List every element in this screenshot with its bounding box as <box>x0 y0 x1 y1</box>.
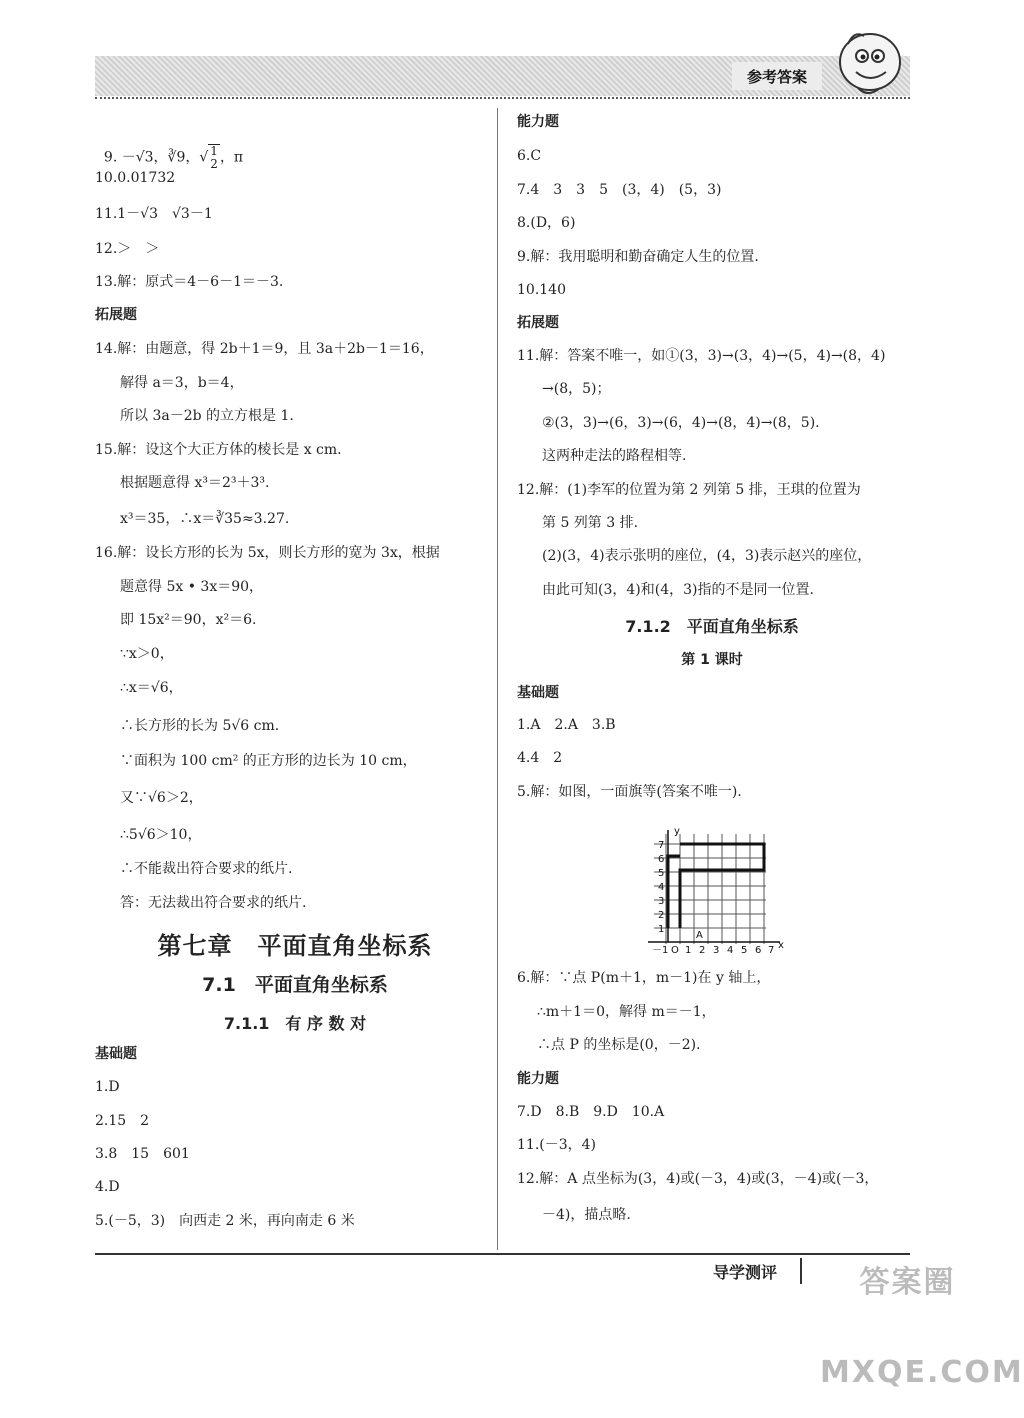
section-tuozhan: 拓展题 <box>95 307 137 323</box>
x-tick-7: 7 <box>768 945 775 956</box>
y-tick-4: 4 <box>658 882 665 893</box>
basic-right-6-line3: ∴点 P 的坐标是(0，－2). <box>537 1037 701 1053</box>
basic-right-5: 5.解：如图，一面旗等(答案不唯一). <box>517 784 742 800</box>
answer-16-line4: ∵x＞0， <box>120 646 174 662</box>
answer-16-line6: ∴长方形的长为 5√6 cm. <box>120 718 280 734</box>
x-tick-2: 2 <box>699 945 706 956</box>
mascot-icon <box>828 22 908 100</box>
basic-answer-5: 5.(－5，3) 向西走 2 米，再向南走 6 米 <box>95 1213 355 1229</box>
ext-answer-12-line2: 第 5 列第 3 排. <box>542 515 639 531</box>
answer-16-line10: ∴不能裁出符合要求的纸片. <box>120 861 293 877</box>
header-divider <box>95 97 910 99</box>
ability-answer-8: 8.(D，6) <box>517 215 576 231</box>
footer-divider <box>95 1253 910 1255</box>
section-tuozhan-right: 拓展题 <box>517 315 559 331</box>
subsection-title-right: 7.1.2 平面直角坐标系 <box>625 617 799 636</box>
answer-16-line8: 又∵√6＞2， <box>120 790 203 806</box>
fraction-top: 1 <box>210 144 218 158</box>
answer-16-line9: ∴5√6＞10， <box>120 827 202 843</box>
answer-13: 13.解：原式＝4－6－1＝－3. <box>95 274 284 290</box>
answer-10: 10.0.01732 <box>95 170 176 186</box>
answer-14: 14.解：由题意，得 2b＋1＝9，且 3a＋2b－1＝16， <box>95 341 434 357</box>
ext-answer-12: 12.解：(1)李军的位置为第 2 列第 5 排，王琪的位置为 <box>517 482 861 498</box>
fraction-bottom: 2 <box>210 157 218 171</box>
answer-12: 12.＞ ＞ <box>95 241 160 257</box>
ext-answer-11: 11.解：答案不唯一，如①(3，3)→(3，4)→(5，4)→(8，4) <box>517 348 886 364</box>
section-nengli: 能力题 <box>517 114 559 130</box>
subsection-title: 7.1.1 有 序 数 对 <box>223 1014 367 1033</box>
ability-answer-10: 10.140 <box>517 282 566 298</box>
basic-answer-1: 1.D <box>95 1079 120 1095</box>
coordinate-grid-figure <box>640 826 786 956</box>
x-tick-1: 1 <box>685 945 692 956</box>
answer-16-line3: 即 15x²＝90，x²＝6. <box>120 612 257 628</box>
x-tick-6: 6 <box>755 945 762 956</box>
section-title: 7.1 平面直角坐标系 <box>202 974 388 996</box>
lesson-label: 第 1 课时 <box>681 652 743 668</box>
answer-16-line7: ∵面积为 100 cm² 的正方形的边长为 10 cm， <box>120 753 417 769</box>
basic-right-1: 1.A 2.A 3.B <box>517 717 616 733</box>
watermark-text: 答案圈 MXQE.COM <box>820 1265 1024 1390</box>
x-tick-neg1: －1 <box>652 945 669 956</box>
basic-answer-4: 4.D <box>95 1179 120 1195</box>
ext-answer-12-line3: (2)(3，4)表示张明的座位，(4，3)表示赵兴的座位， <box>542 548 872 564</box>
origin-label: O <box>671 945 679 956</box>
point-a-label: A <box>696 930 703 941</box>
basic-right-6-line2: ∴m＋1＝0，解得 m＝－1， <box>537 1004 716 1020</box>
y-tick-5: 5 <box>658 868 665 879</box>
footer-title: 导学测评 <box>712 1263 777 1282</box>
answer-14-line3: 所以 3a－2b 的立方根是 1. <box>120 408 294 424</box>
fraction <box>208 144 220 171</box>
basic-right-6: 6.解：∵点 P(m＋1，m－1)在 y 轴上， <box>517 970 771 986</box>
chapter-title: 第七章 平面直角坐标系 <box>157 931 433 960</box>
ext-answer-12-line4: 由此可知(3，4)和(4，3)指的不是同一位置. <box>542 582 814 598</box>
watermark <box>820 1238 1024 1390</box>
y-tick-1: 1 <box>658 924 665 935</box>
x-tick-4: 4 <box>727 945 734 956</box>
answer-9 <box>95 126 243 171</box>
ability-answer-9: 9.解：我用聪明和勤奋确定人生的位置. <box>517 249 759 265</box>
ability-answer-7: 7.4 3 3 5 (3，4) (5，3) <box>517 182 722 198</box>
answer-16-line11: 答：无法裁出符合要求的纸片. <box>120 895 307 911</box>
column-divider <box>497 108 498 1250</box>
header-title: 参考答案 <box>732 62 822 90</box>
ability-right-12: 12.解：A 点坐标为(3，4)或(－3，4)或(3，－4)或(－3， <box>517 1171 879 1187</box>
ext-answer-11-line4: 这两种走法的路程相等. <box>542 448 687 464</box>
basic-right-4: 4.4 2 <box>517 750 563 766</box>
x-tick-3: 3 <box>713 945 720 956</box>
y-tick-3: 3 <box>658 896 665 907</box>
y-tick-2: 2 <box>658 910 665 921</box>
ability-right-11: 11.(－3，4) <box>517 1137 597 1153</box>
section-jichu-right: 基础题 <box>517 685 559 701</box>
y-tick-6: 6 <box>658 854 665 865</box>
y-axis-label: y <box>674 826 680 837</box>
answer-11: 11.1－√3 √3－1 <box>95 206 213 222</box>
footer-separator <box>800 1258 802 1284</box>
answer-16-line2: 题意得 5x • 3x＝90， <box>120 579 264 595</box>
section-jichu: 基础题 <box>95 1046 137 1062</box>
x-tick-5: 5 <box>741 945 748 956</box>
ability-right-7: 7.D 8.B 9.D 10.A <box>517 1104 665 1120</box>
x-axis-label: x <box>778 940 784 951</box>
answer-15-line2: 根据题意得 x³＝2³＋3³. <box>120 475 270 491</box>
ability-answer-6: 6.C <box>517 148 542 164</box>
ext-answer-11-line2: →(8，5)； <box>542 381 611 397</box>
section-nengli-right: 能力题 <box>517 1071 559 1087</box>
ability-right-12-line2: －4)，描点略. <box>542 1207 631 1223</box>
ext-answer-11-line3: ②(3，3)→(6，3)→(6，4)→(8，4)→(8，5). <box>542 415 820 431</box>
answer-16-line5: ∴x＝√6， <box>120 680 183 696</box>
basic-answer-3: 3.8 15 601 <box>95 1146 190 1162</box>
answer-15-line3: x³＝35，∴x＝∛35≈3.27. <box>120 511 290 527</box>
answer-9-tail: ，π <box>219 149 244 166</box>
answer-15: 15.解：设这个大正方体的棱长是 x cm. <box>95 442 342 458</box>
basic-answer-2: 2.15 2 <box>95 1113 150 1129</box>
answer-14-line2: 解得 a＝3，b＝4， <box>120 375 244 391</box>
answer-9-text: 9. －√3，∛9，√ <box>103 149 209 166</box>
y-tick-7: 7 <box>658 840 665 851</box>
answer-16: 16.解：设长方形的长为 5x，则长方形的宽为 3x，根据 <box>95 545 440 561</box>
